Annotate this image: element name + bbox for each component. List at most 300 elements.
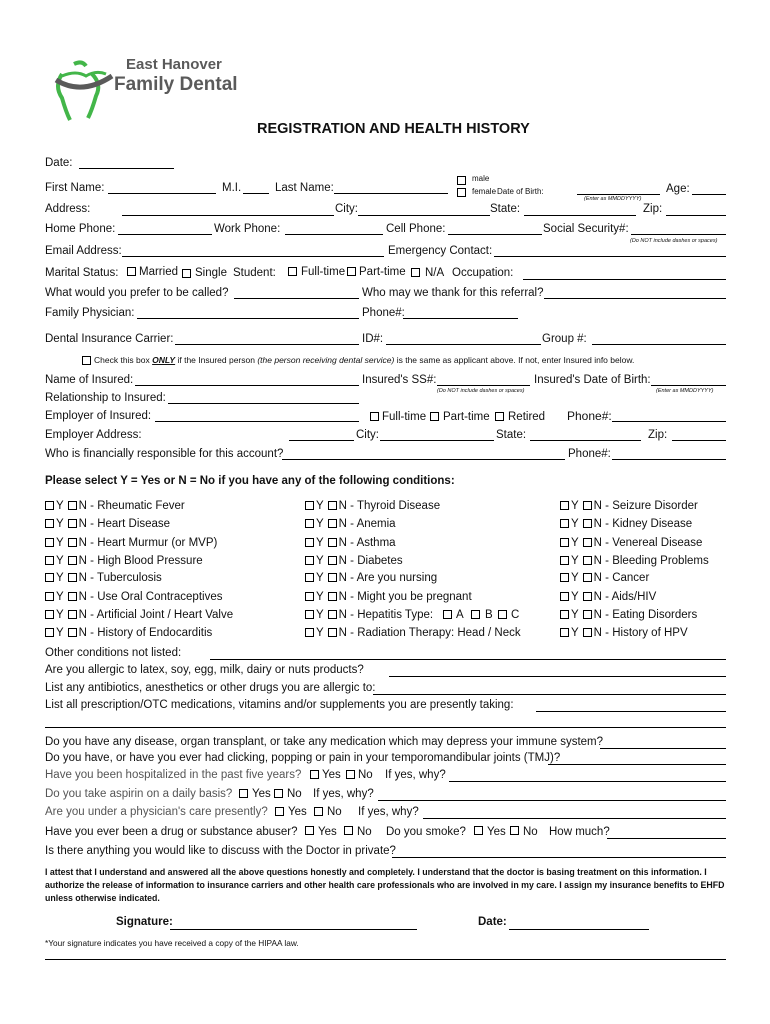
condition-no-label: N - bbox=[338, 555, 358, 567]
condition-no-checkbox[interactable] bbox=[68, 519, 77, 528]
referral-label: Who may we thank for this referral? bbox=[362, 287, 544, 299]
condition-no-checkbox[interactable] bbox=[583, 592, 592, 601]
employer-address-field[interactable] bbox=[289, 440, 354, 441]
condition-yes-label: Y bbox=[56, 591, 64, 603]
condition-yes-checkbox[interactable] bbox=[305, 556, 314, 565]
hospitalized-ifyes-label: If yes, why? bbox=[385, 769, 446, 781]
physician-care-why-field[interactable] bbox=[423, 818, 726, 819]
condition-no-label: N - bbox=[338, 572, 357, 584]
condition-no-label: N - bbox=[338, 609, 358, 621]
bottom-rule bbox=[45, 959, 726, 960]
condition-name: History of HPV bbox=[612, 627, 688, 639]
condition-yes-checkbox[interactable] bbox=[560, 610, 569, 619]
employer-state-field[interactable] bbox=[530, 440, 641, 441]
condition-row bbox=[45, 609, 233, 621]
condition-yes-label: Y bbox=[316, 500, 324, 512]
condition-no-label: N - bbox=[78, 500, 98, 512]
note-only: ONLY bbox=[152, 355, 176, 365]
condition-yes-checkbox[interactable] bbox=[305, 592, 314, 601]
condition-no-label: N - bbox=[338, 627, 358, 639]
condition-no-label: N - bbox=[338, 500, 357, 512]
condition-yes-checkbox[interactable] bbox=[560, 573, 569, 582]
age-field[interactable] bbox=[692, 194, 726, 195]
condition-row bbox=[45, 572, 162, 584]
physician-field[interactable] bbox=[137, 318, 359, 319]
employer-zip-field[interactable] bbox=[672, 440, 726, 441]
hep-c-label: C bbox=[511, 609, 520, 621]
condition-no-label: N - bbox=[78, 537, 98, 549]
carrier-field[interactable] bbox=[175, 344, 359, 345]
condition-row bbox=[560, 537, 702, 549]
married-checkbox[interactable] bbox=[127, 267, 136, 276]
referral-field[interactable] bbox=[544, 298, 726, 299]
employer-parttime-label: Part-time bbox=[443, 411, 490, 423]
condition-no-label: N - bbox=[593, 500, 613, 512]
tooth-logo-icon bbox=[52, 56, 122, 126]
smoke-yes-label: Yes bbox=[487, 826, 506, 838]
called-field[interactable] bbox=[234, 298, 359, 299]
condition-name: Might you be pregnant bbox=[357, 591, 472, 603]
id-label: ID#: bbox=[362, 333, 384, 345]
condition-no-label: N - bbox=[78, 518, 98, 530]
abuser-yes-label: Yes bbox=[318, 826, 337, 838]
medications-field-2[interactable] bbox=[45, 727, 726, 728]
work-phone-label: Work Phone: bbox=[214, 223, 281, 235]
condition-yes-label: Y bbox=[316, 591, 324, 603]
condition-yes-checkbox[interactable] bbox=[45, 538, 54, 547]
smoke-no-checkbox[interactable] bbox=[510, 826, 519, 835]
condition-yes-label: Y bbox=[316, 518, 324, 530]
relationship-label: Relationship to Insured: bbox=[45, 392, 166, 404]
hospitalized-why-field[interactable] bbox=[449, 781, 726, 782]
physician-care-yes-label: Yes bbox=[288, 806, 307, 818]
condition-name: High Blood Pressure bbox=[97, 555, 203, 567]
date-sign-field[interactable] bbox=[509, 929, 649, 930]
condition-no-label: N - bbox=[78, 627, 98, 639]
page-title: REGISTRATION AND HEALTH HISTORY bbox=[257, 121, 530, 137]
emergency-field[interactable] bbox=[494, 256, 726, 257]
insured-dob-label: Insured's Date of Birth: bbox=[534, 374, 651, 386]
condition-no-label: N - bbox=[78, 609, 97, 621]
physician-care-ifyes-label: If yes, why? bbox=[358, 806, 419, 818]
physician-care-no-label: No bbox=[327, 806, 342, 818]
condition-row bbox=[560, 627, 688, 639]
condition-name: Use Oral Contraceptives bbox=[97, 591, 223, 603]
immune-field[interactable] bbox=[600, 748, 726, 749]
condition-yes-label: Y bbox=[316, 627, 324, 639]
condition-no-checkbox[interactable] bbox=[328, 592, 337, 601]
condition-row bbox=[305, 627, 521, 639]
condition-row bbox=[45, 537, 217, 549]
note-italic: (the person receiving dental service) bbox=[257, 355, 395, 365]
condition-no-label: N - bbox=[78, 572, 97, 584]
hep-b-checkbox[interactable] bbox=[471, 610, 480, 619]
condition-no-label: N - bbox=[338, 537, 357, 549]
physician-label: Family Physician: bbox=[45, 307, 135, 319]
condition-yes-label: Y bbox=[56, 555, 64, 567]
condition-no-checkbox[interactable] bbox=[583, 556, 592, 565]
employer-state-label: State: bbox=[496, 429, 527, 441]
ssn-label: Social Security#: bbox=[543, 223, 629, 235]
cell-phone-field[interactable] bbox=[448, 234, 542, 235]
condition-yes-checkbox[interactable] bbox=[45, 610, 54, 619]
condition-yes-checkbox[interactable] bbox=[45, 592, 54, 601]
city-field[interactable] bbox=[358, 215, 490, 216]
dob-field[interactable] bbox=[577, 194, 660, 195]
employer-fulltime-checkbox[interactable] bbox=[370, 412, 379, 421]
mi-label: M.I. bbox=[222, 182, 242, 194]
hospitalized-no-label: No bbox=[358, 769, 373, 781]
condition-yes-label: Y bbox=[56, 500, 64, 512]
relationship-field[interactable] bbox=[168, 403, 359, 404]
address-field[interactable] bbox=[122, 215, 334, 216]
condition-yes-checkbox[interactable] bbox=[45, 573, 54, 582]
ssn-field[interactable] bbox=[631, 234, 726, 235]
condition-yes-label: Y bbox=[571, 572, 579, 584]
condition-no-checkbox[interactable] bbox=[583, 538, 592, 547]
employer-retired-checkbox[interactable] bbox=[495, 412, 504, 421]
condition-no-checkbox[interactable] bbox=[328, 538, 337, 547]
condition-no-checkbox[interactable] bbox=[328, 556, 337, 565]
condition-row bbox=[305, 572, 437, 584]
condition-yes-checkbox[interactable] bbox=[560, 501, 569, 510]
condition-yes-label: Y bbox=[571, 627, 579, 639]
logo bbox=[52, 56, 242, 126]
condition-yes-checkbox[interactable] bbox=[560, 519, 569, 528]
note-mid: if the Insured person bbox=[175, 355, 258, 365]
signature-field[interactable] bbox=[170, 929, 417, 930]
medications-field[interactable] bbox=[536, 711, 726, 712]
physician-care-yes-checkbox[interactable] bbox=[275, 807, 284, 816]
group-field[interactable] bbox=[592, 344, 726, 345]
smoke-yes-checkbox[interactable] bbox=[474, 826, 483, 835]
condition-yes-checkbox[interactable] bbox=[45, 628, 54, 637]
condition-no-label: N - bbox=[593, 537, 613, 549]
carrier-label: Dental Insurance Carrier: bbox=[45, 333, 174, 345]
condition-yes-label: Y bbox=[571, 609, 579, 621]
abuser-no-label: No bbox=[357, 826, 372, 838]
logo-line1: East Hanover bbox=[126, 56, 222, 73]
condition-row bbox=[305, 555, 403, 567]
id-field[interactable] bbox=[386, 344, 541, 345]
condition-no-checkbox[interactable] bbox=[328, 573, 337, 582]
smoke-no-label: No bbox=[523, 826, 538, 838]
condition-yes-label: Y bbox=[571, 591, 579, 603]
condition-no-checkbox[interactable] bbox=[583, 501, 592, 510]
female-label: female bbox=[472, 187, 497, 196]
allergic-latex-label: Are you allergic to latex, soy, egg, milk, dairy or nuts products? bbox=[45, 664, 364, 676]
hipaa-note: *Your signature indicates you have received a copy of the HIPAA law. bbox=[45, 938, 299, 948]
hep-b-label: B bbox=[485, 609, 493, 621]
zip-label: Zip: bbox=[643, 203, 663, 215]
discuss-field[interactable] bbox=[392, 857, 726, 858]
married-label: Married bbox=[139, 266, 178, 278]
address-label: Address: bbox=[45, 203, 91, 215]
condition-no-label: N - bbox=[338, 518, 357, 530]
insured-same-checkbox[interactable] bbox=[82, 356, 91, 365]
employer-field[interactable] bbox=[155, 421, 359, 422]
condition-yes-checkbox[interactable] bbox=[305, 538, 314, 547]
date-field[interactable] bbox=[79, 168, 174, 169]
condition-name: Hepatitis Type: bbox=[357, 609, 434, 621]
physician-care-no-checkbox[interactable] bbox=[314, 807, 323, 816]
condition-row bbox=[45, 518, 170, 530]
condition-no-checkbox[interactable] bbox=[328, 519, 337, 528]
physician-care-label: Are you under a physician's care presently? bbox=[45, 806, 268, 818]
condition-name: Artificial Joint / Heart Valve bbox=[96, 609, 234, 621]
hospitalized-yes-checkbox[interactable] bbox=[310, 770, 319, 779]
insured-dob-hint: (Enter as MMDDYYYY) bbox=[656, 388, 714, 394]
first-name-label: First Name: bbox=[45, 182, 105, 194]
insured-name-label: Name of Insured: bbox=[45, 374, 134, 386]
hospitalized-yes-label: Yes bbox=[322, 769, 341, 781]
condition-row bbox=[305, 537, 396, 549]
aspirin-label: Do you take aspirin on a daily basis? bbox=[45, 788, 233, 800]
single-checkbox[interactable] bbox=[182, 269, 191, 278]
allergic-drugs-label: List any antibiotics, anesthetics or other drugs you are allergic to: bbox=[45, 682, 376, 694]
student-parttime-checkbox[interactable] bbox=[347, 267, 356, 276]
condition-no-label: N - bbox=[593, 627, 613, 639]
condition-name: Are you nursing bbox=[356, 572, 438, 584]
condition-yes-label: Y bbox=[316, 555, 324, 567]
work-phone-field[interactable] bbox=[285, 234, 383, 235]
insured-ssn-field[interactable] bbox=[437, 385, 530, 386]
date-sign-label: Date: bbox=[478, 916, 507, 928]
aspirin-ifyes-label: If yes, why? bbox=[313, 788, 374, 800]
condition-row bbox=[45, 500, 185, 512]
student-label: Student: bbox=[233, 267, 276, 279]
condition-row bbox=[305, 591, 472, 603]
dob-label: Date of Birth: bbox=[497, 187, 544, 196]
condition-yes-label: Y bbox=[56, 537, 64, 549]
aspirin-yes-checkbox[interactable] bbox=[239, 789, 248, 798]
condition-no-label: N - bbox=[593, 518, 613, 530]
immune-label: Do you have any disease, organ transplant, or take any medication which may depress your immune system? bbox=[45, 736, 604, 748]
condition-yes-label: Y bbox=[56, 627, 64, 639]
condition-yes-label: Y bbox=[56, 518, 64, 530]
hep-a-label: A bbox=[456, 609, 464, 621]
condition-row bbox=[560, 500, 698, 512]
condition-yes-label: Y bbox=[56, 609, 64, 621]
condition-no-checkbox[interactable] bbox=[583, 628, 592, 637]
condition-name: Cancer bbox=[612, 572, 650, 584]
condition-name: Diabetes bbox=[357, 555, 403, 567]
marital-label: Marital Status: bbox=[45, 267, 119, 279]
condition-no-checkbox[interactable] bbox=[68, 610, 77, 619]
aspirin-yes-label: Yes bbox=[252, 788, 271, 800]
condition-yes-checkbox[interactable] bbox=[305, 610, 314, 619]
condition-row bbox=[560, 518, 692, 530]
condition-no-checkbox[interactable] bbox=[328, 628, 337, 637]
tmj-field[interactable] bbox=[548, 764, 726, 765]
insured-dob-field[interactable] bbox=[651, 385, 726, 386]
condition-row bbox=[305, 500, 440, 512]
condition-yes-label: Y bbox=[571, 555, 579, 567]
hep-c-checkbox[interactable] bbox=[498, 610, 507, 619]
condition-yes-label: Y bbox=[571, 500, 579, 512]
condition-no-checkbox[interactable] bbox=[68, 556, 77, 565]
condition-yes-checkbox[interactable] bbox=[560, 628, 569, 637]
condition-name: Radiation Therapy: Head / Neck bbox=[357, 627, 521, 639]
condition-no-label: N - bbox=[78, 555, 98, 567]
condition-no-checkbox[interactable] bbox=[68, 573, 77, 582]
occupation-field[interactable] bbox=[523, 279, 726, 280]
condition-no-label: N - bbox=[593, 591, 612, 603]
condition-name: Aids/HIV bbox=[611, 591, 657, 603]
condition-yes-checkbox[interactable] bbox=[560, 538, 569, 547]
insured-ssn-hint: (Do NOT include dashes or spaces) bbox=[437, 388, 525, 394]
condition-no-checkbox[interactable] bbox=[583, 519, 592, 528]
condition-name: Asthma bbox=[356, 537, 396, 549]
how-much-field[interactable] bbox=[607, 838, 726, 839]
condition-name: Heart Murmur (or MVP) bbox=[97, 537, 218, 549]
student-parttime-label: Part-time bbox=[359, 266, 406, 278]
logo-line2: Family Dental bbox=[114, 74, 238, 95]
condition-no-checkbox[interactable] bbox=[583, 610, 592, 619]
aspirin-no-label: No bbox=[287, 788, 302, 800]
date-label: Date: bbox=[45, 157, 73, 169]
hep-a-checkbox[interactable] bbox=[443, 610, 452, 619]
conditions-heading: Please select Y = Yes or N = No if you have any of the following conditions: bbox=[45, 475, 455, 487]
condition-no-checkbox[interactable] bbox=[68, 538, 77, 547]
single-label: Single bbox=[195, 267, 227, 279]
condition-yes-checkbox[interactable] bbox=[305, 628, 314, 637]
student-fulltime-checkbox[interactable] bbox=[288, 267, 297, 276]
condition-yes-checkbox[interactable] bbox=[45, 556, 54, 565]
email-label: Email Address: bbox=[45, 245, 122, 257]
home-phone-field[interactable] bbox=[118, 234, 212, 235]
physician-phone-label: Phone#: bbox=[362, 307, 405, 319]
allergic-latex-field[interactable] bbox=[389, 676, 726, 677]
home-phone-label: Home Phone: bbox=[45, 223, 116, 235]
condition-row bbox=[305, 518, 396, 530]
condition-yes-checkbox[interactable] bbox=[560, 556, 569, 565]
condition-no-checkbox[interactable] bbox=[68, 592, 77, 601]
responsible-phone-label: Phone#: bbox=[568, 448, 611, 460]
first-name-field[interactable] bbox=[108, 193, 216, 194]
employer-phone-label: Phone#: bbox=[567, 409, 612, 423]
abuser-yes-checkbox[interactable] bbox=[305, 826, 314, 835]
student-fulltime-label: Full-time bbox=[301, 266, 346, 278]
age-label: Age: bbox=[666, 183, 690, 195]
condition-name: Eating Disorders bbox=[612, 609, 698, 621]
condition-yes-checkbox[interactable] bbox=[45, 501, 54, 510]
allergic-drugs-field[interactable] bbox=[373, 694, 726, 695]
insured-ssn-label: Insured's SS#: bbox=[362, 374, 437, 386]
condition-name: Thyroid Disease bbox=[357, 500, 441, 512]
attestation-text: I attest that I understand and answered all the above questions honestly and completely. I understand that the doctor is basing treatment on this information. I authorize the release of information to insurance carriers and other health care professionals who are involved in my care. I assign my insurance benefits to EHFD unless otherwise indicated. bbox=[45, 867, 725, 903]
email-field[interactable] bbox=[122, 256, 384, 257]
employer-city-field[interactable] bbox=[380, 440, 494, 441]
condition-no-checkbox[interactable] bbox=[68, 628, 77, 637]
condition-row bbox=[560, 572, 649, 584]
condition-no-label: N - bbox=[338, 591, 358, 603]
employer-phone-field[interactable] bbox=[612, 421, 726, 422]
condition-yes-label: Y bbox=[316, 537, 324, 549]
cell-phone-label: Cell Phone: bbox=[386, 223, 446, 235]
hospitalized-no-checkbox[interactable] bbox=[346, 770, 355, 779]
group-label: Group #: bbox=[542, 333, 587, 345]
condition-name: Bleeding Problems bbox=[612, 555, 709, 567]
called-label: What would you prefer to be called? bbox=[45, 287, 229, 299]
occupation-label: Occupation: bbox=[452, 267, 514, 279]
male-checkbox[interactable] bbox=[457, 176, 466, 185]
condition-name: Rheumatic Fever bbox=[97, 500, 185, 512]
condition-name: Kidney Disease bbox=[612, 518, 693, 530]
hospitalized-label: Have you been hospitalized in the past five years? bbox=[45, 769, 302, 781]
physician-phone-field[interactable] bbox=[403, 318, 518, 319]
condition-row bbox=[560, 591, 656, 603]
student-na-checkbox[interactable] bbox=[411, 268, 420, 277]
student-na-label: N/A bbox=[425, 267, 445, 279]
state-label: State: bbox=[490, 203, 521, 215]
condition-no-checkbox[interactable] bbox=[328, 610, 337, 619]
other-conditions-field[interactable] bbox=[210, 659, 726, 660]
condition-no-checkbox[interactable] bbox=[68, 501, 77, 510]
condition-row bbox=[560, 609, 697, 621]
male-label: male bbox=[472, 174, 490, 183]
condition-no-label: N - bbox=[593, 572, 613, 584]
condition-no-checkbox[interactable] bbox=[583, 573, 592, 582]
smoke-label: Do you smoke? bbox=[386, 826, 466, 838]
condition-row bbox=[45, 591, 222, 603]
zip-field[interactable] bbox=[666, 215, 726, 216]
condition-no-label: N - bbox=[593, 609, 613, 621]
condition-yes-label: Y bbox=[316, 609, 324, 621]
insured-name-field[interactable] bbox=[135, 385, 359, 386]
employer-zip-label: Zip: bbox=[648, 429, 668, 441]
employer-address-label: Employer Address: bbox=[45, 429, 142, 441]
responsible-label: Who is financially responsible for this account? bbox=[45, 448, 284, 460]
condition-yes-checkbox[interactable] bbox=[45, 519, 54, 528]
aspirin-no-checkbox[interactable] bbox=[274, 789, 283, 798]
condition-yes-checkbox[interactable] bbox=[305, 501, 314, 510]
condition-name: Heart Disease bbox=[97, 518, 171, 530]
responsible-field[interactable] bbox=[282, 459, 565, 460]
employer-city-label: City: bbox=[356, 429, 379, 441]
employer-retired-label: Retired bbox=[508, 411, 546, 423]
condition-yes-checkbox[interactable] bbox=[305, 573, 314, 582]
signature-label: Signature: bbox=[116, 916, 173, 928]
condition-yes-label: Y bbox=[316, 572, 324, 584]
aspirin-why-field[interactable] bbox=[378, 800, 726, 801]
employer-fulltime-label: Full-time bbox=[382, 411, 427, 423]
condition-name: Venereal Disease bbox=[612, 537, 703, 549]
condition-name: Seizure Disorder bbox=[612, 500, 698, 512]
last-name-field[interactable] bbox=[334, 193, 448, 194]
abuser-no-checkbox[interactable] bbox=[344, 826, 353, 835]
condition-yes-label: Y bbox=[56, 572, 64, 584]
other-conditions-label: Other conditions not listed: bbox=[45, 647, 182, 659]
condition-yes-checkbox[interactable] bbox=[560, 592, 569, 601]
condition-row bbox=[45, 627, 212, 639]
condition-row bbox=[45, 555, 203, 567]
dob-hint: (Enter as MMDDYYYY) bbox=[584, 196, 642, 202]
female-checkbox[interactable] bbox=[457, 188, 466, 197]
condition-yes-checkbox[interactable] bbox=[305, 519, 314, 528]
employer-parttime-checkbox[interactable] bbox=[430, 412, 439, 421]
state-field[interactable] bbox=[524, 215, 636, 216]
how-much-label: How much? bbox=[549, 826, 610, 838]
medications-label: List all prescription/OTC medications, vitamins and/or supplements you are presently taking: bbox=[45, 699, 514, 711]
ssn-hint: (Do NOT include dashes or spaces) bbox=[630, 238, 718, 244]
last-name-label: Last Name: bbox=[275, 182, 334, 194]
responsible-phone-field[interactable] bbox=[612, 459, 726, 460]
abuser-label: Have you ever been a drug or substance abuser? bbox=[45, 826, 298, 838]
employer-label: Employer of Insured: bbox=[45, 410, 152, 422]
condition-no-checkbox[interactable] bbox=[328, 501, 337, 510]
mi-field[interactable] bbox=[243, 193, 269, 194]
